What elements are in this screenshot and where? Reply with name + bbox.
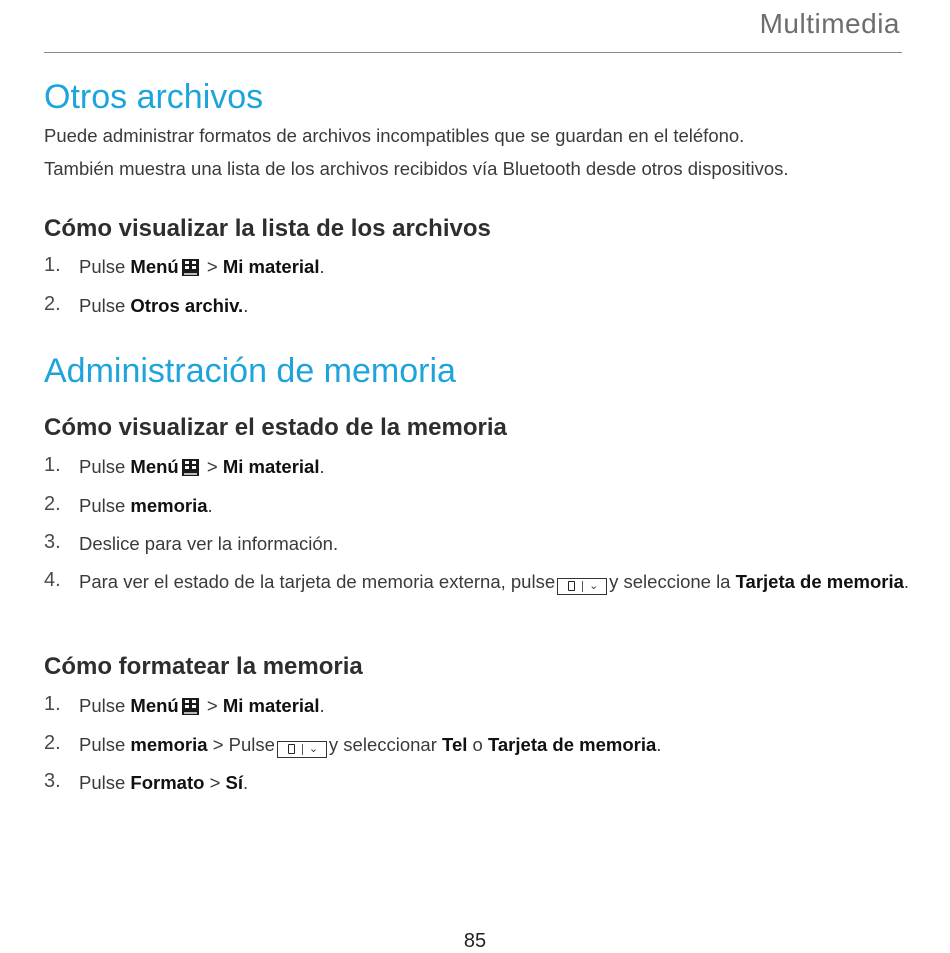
chevron-down-icon: ⌄ [308, 742, 319, 755]
step-number: 2. [44, 732, 61, 754]
intro-paragraph-1: Puede administrar formatos de archivos incompatibles que se guardan en el teléfono. [44, 125, 745, 146]
subtitle-lista-archivos: Cómo visualizar la lista de los archivos [44, 215, 491, 242]
phone-dropdown-icon [277, 741, 327, 758]
step-item: 1. Pulse Menú > Mi material. [44, 254, 325, 277]
mi-material-label: Mi material [222, 256, 320, 277]
step-number: 2. [44, 293, 61, 315]
header-title: Multimedia [759, 8, 900, 39]
formato-label: Formato [130, 772, 205, 793]
tarjeta-de-memoria-label: Tarjeta de memoria [487, 734, 657, 755]
step-item: 2. Pulse memoria. [44, 493, 213, 516]
step-item: 1. Pulse Menú > Mi material. [44, 454, 325, 477]
step-item: 1. Pulse Menú > Mi material. [44, 693, 325, 716]
menu-key-icon [182, 259, 199, 276]
memoria-label: memoria [130, 495, 208, 516]
step-number: 1. [44, 693, 61, 715]
step-number: 1. [44, 454, 61, 476]
subtitle-formatear-memoria: Cómo formatear la memoria [44, 653, 363, 680]
subtitle-estado-memoria: Cómo visualizar el estado de la memoria [44, 414, 507, 441]
intro-paragraph-2: También muestra una lista de los archivos recibidos vía Bluetooth desde otros dispositivos. [44, 158, 789, 179]
step-item: 2. Pulse Otros archiv.. [44, 293, 249, 316]
otros-archiv-label: Otros archiv. [130, 295, 244, 316]
phone-icon [288, 744, 295, 754]
section-title-administracion-memoria: Administración de memoria [44, 352, 456, 390]
tel-label: Tel [442, 734, 468, 755]
step-number: 1. [44, 254, 61, 276]
section-title-otros-archivos: Otros archivos [44, 78, 264, 116]
step-number: 2. [44, 493, 61, 515]
menu-key-icon [182, 698, 199, 715]
mi-material-label: Mi material [222, 695, 320, 716]
si-label: Sí [225, 772, 243, 793]
step-item: 3. Pulse Formato > Sí. [44, 770, 249, 793]
step-number: 4. [44, 569, 61, 591]
menu-label: Menú [130, 695, 179, 716]
phone-icon [568, 581, 575, 591]
page-header [44, 0, 902, 53]
step-item: 2. Pulse memoria > Pulse ⌄ y seleccionar Tel o Tarjeta de memoria. [44, 734, 914, 758]
page-number: 85 [463, 930, 487, 952]
tarjeta-de-memoria-label: Tarjeta de memoria [735, 571, 904, 592]
menu-key-icon [182, 459, 199, 476]
memoria-label: memoria [130, 734, 208, 755]
mi-material-label: Mi material [222, 456, 320, 477]
chevron-down-icon: ⌄ [589, 579, 599, 592]
step-number: 3. [44, 770, 61, 792]
step-item: 4. Para ver el estado de la tarjeta de memoria externa, pulse ⌄ y seleccione la Tarjeta de memoria. [44, 571, 914, 596]
menu-label: Menú [130, 456, 179, 477]
step-item: 3. Deslice para ver la información. [44, 531, 339, 554]
phone-dropdown-icon [557, 578, 607, 595]
menu-label: Menú [130, 256, 179, 277]
step-number: 3. [44, 531, 61, 553]
